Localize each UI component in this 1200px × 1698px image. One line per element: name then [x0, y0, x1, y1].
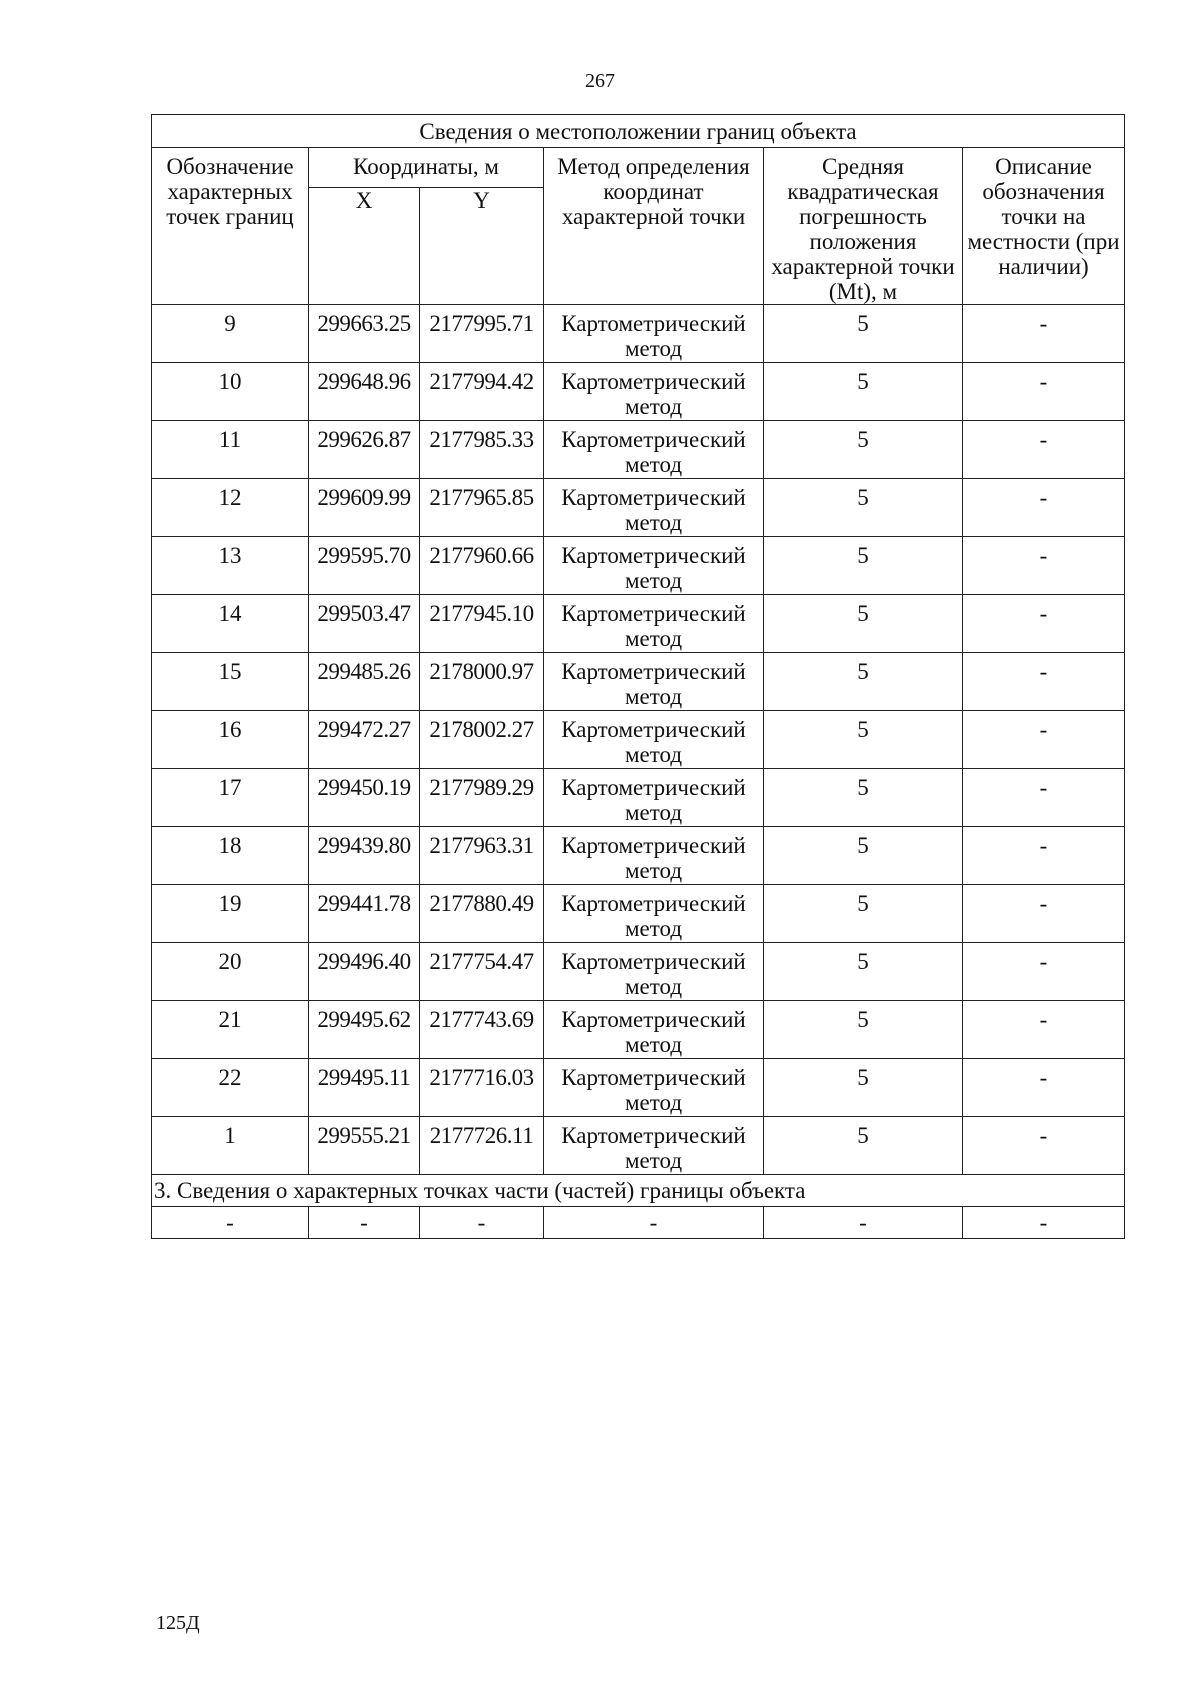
cell-method-line1: Картометрический — [561, 775, 746, 800]
cell-method-line2: метод — [624, 684, 683, 709]
table-row — [152, 827, 1125, 885]
cell-y: 2178002.27 — [420, 711, 544, 769]
table-row — [152, 595, 1125, 653]
section3-cell: - — [152, 1207, 309, 1239]
cell-method-line2: метод — [624, 1090, 683, 1115]
cell-y: 2177989.29 — [420, 769, 544, 827]
cell-point: 22 — [152, 1059, 309, 1117]
cell-method-line2: метод — [624, 916, 683, 941]
cell-accuracy: 5 — [764, 711, 963, 769]
header-y: Y — [420, 188, 544, 305]
cell-description: - — [963, 653, 1125, 711]
cell-x: 299450.19 — [309, 769, 420, 827]
table-row — [152, 305, 1125, 363]
cell-y: 2178000.97 — [420, 653, 544, 711]
table-row — [152, 421, 1125, 479]
cell-method — [544, 769, 764, 827]
cell-method — [544, 885, 764, 943]
cell-method-line2: метод — [624, 452, 683, 477]
footer-code: 125Д — [156, 1612, 200, 1634]
cell-method-line1: Картометрический — [561, 1065, 746, 1090]
cell-point: 19 — [152, 885, 309, 943]
cell-description: - — [963, 1059, 1125, 1117]
table-row — [152, 1059, 1125, 1117]
cell-method-line1: Картометрический — [561, 311, 746, 336]
section3-cell: - — [544, 1207, 764, 1239]
cell-method — [544, 1001, 764, 1059]
cell-method — [544, 711, 764, 769]
cell-x: 299648.96 — [309, 363, 420, 421]
cell-method-line2: метод — [624, 394, 683, 419]
cell-description: - — [963, 1117, 1125, 1175]
cell-y: 2177945.10 — [420, 595, 544, 653]
cell-method-line2: метод — [624, 858, 683, 883]
table-body — [152, 305, 1125, 1175]
header-accuracy: Средняя квадратическая погрешность положения характерной точки (Mt), м — [764, 148, 963, 305]
header-method: Метод определения координат характерной точки — [544, 148, 764, 305]
cell-point: 18 — [152, 827, 309, 885]
cell-method-line1: Картометрический — [561, 833, 746, 858]
cell-y: 2177880.49 — [420, 885, 544, 943]
cell-accuracy: 5 — [764, 885, 963, 943]
table-row — [152, 1001, 1125, 1059]
cell-method-line1: Картометрический — [561, 601, 746, 626]
cell-x: 299495.11 — [309, 1059, 420, 1117]
cell-description: - — [963, 305, 1125, 363]
section3-title: 3. Сведения о характерных точках части (частей) границы объекта — [152, 1175, 1125, 1207]
cell-description: - — [963, 595, 1125, 653]
cell-x: 299439.80 — [309, 827, 420, 885]
cell-accuracy: 5 — [764, 595, 963, 653]
cell-method-line1: Картометрический — [561, 369, 746, 394]
header-description: Описание обозначения точки на местности (при наличии) — [963, 148, 1125, 305]
cell-x: 299495.62 — [309, 1001, 420, 1059]
cell-method — [544, 421, 764, 479]
header-coordinates: Координаты, м — [309, 148, 544, 188]
cell-method-line2: метод — [624, 336, 683, 361]
cell-method-line1: Картометрический — [561, 427, 746, 452]
cell-method-line1: Картометрический — [561, 659, 746, 684]
table-row — [152, 711, 1125, 769]
cell-x: 299555.21 — [309, 1117, 420, 1175]
cell-method-line1: Картометрический — [561, 949, 746, 974]
table-row — [152, 537, 1125, 595]
cell-accuracy: 5 — [764, 827, 963, 885]
section3-cell: - — [309, 1207, 420, 1239]
cell-description: - — [963, 885, 1125, 943]
cell-description: - — [963, 421, 1125, 479]
cell-method — [544, 827, 764, 885]
cell-method-line1: Картометрический — [561, 891, 746, 916]
cell-point: 20 — [152, 943, 309, 1001]
cell-method-line2: метод — [624, 800, 683, 825]
table-row — [152, 1117, 1125, 1175]
cell-method-line2: метод — [624, 510, 683, 535]
cell-description: - — [963, 363, 1125, 421]
header-x: X — [309, 188, 420, 305]
cell-accuracy: 5 — [764, 1001, 963, 1059]
table-row — [152, 885, 1125, 943]
cell-accuracy: 5 — [764, 1059, 963, 1117]
cell-y: 2177995.71 — [420, 305, 544, 363]
cell-method-line1: Картометрический — [561, 1007, 746, 1032]
cell-y: 2177963.31 — [420, 827, 544, 885]
cell-y: 2177960.66 — [420, 537, 544, 595]
cell-method — [544, 653, 764, 711]
cell-x: 299496.40 — [309, 943, 420, 1001]
cell-description: - — [963, 827, 1125, 885]
cell-method-line2: метод — [624, 626, 683, 651]
cell-y: 2177743.69 — [420, 1001, 544, 1059]
cell-description: - — [963, 1001, 1125, 1059]
cell-method — [544, 479, 764, 537]
cell-method — [544, 943, 764, 1001]
cell-method — [544, 305, 764, 363]
cell-method-line2: метод — [624, 568, 683, 593]
cell-accuracy: 5 — [764, 363, 963, 421]
cell-y: 2177716.03 — [420, 1059, 544, 1117]
cell-method — [544, 595, 764, 653]
cell-description: - — [963, 769, 1125, 827]
cell-method-line1: Картометрический — [561, 717, 746, 742]
cell-point: 15 — [152, 653, 309, 711]
cell-x: 299595.70 — [309, 537, 420, 595]
table-row — [152, 653, 1125, 711]
cell-accuracy: 5 — [764, 769, 963, 827]
cell-accuracy: 5 — [764, 479, 963, 537]
cell-method — [544, 537, 764, 595]
cell-point: 17 — [152, 769, 309, 827]
cell-point: 11 — [152, 421, 309, 479]
cell-point: 13 — [152, 537, 309, 595]
cell-point: 1 — [152, 1117, 309, 1175]
cell-x: 299485.26 — [309, 653, 420, 711]
cell-method — [544, 1059, 764, 1117]
cell-accuracy: 5 — [764, 421, 963, 479]
cell-x: 299663.25 — [309, 305, 420, 363]
section3-cell: - — [420, 1207, 544, 1239]
table-row — [152, 769, 1125, 827]
cell-point: 12 — [152, 479, 309, 537]
cell-y: 2177985.33 — [420, 421, 544, 479]
cell-accuracy: 5 — [764, 653, 963, 711]
section3-cell: - — [764, 1207, 963, 1239]
cell-method-line1: Картометрический — [561, 1123, 746, 1148]
cell-x: 299609.99 — [309, 479, 420, 537]
cell-y: 2177754.47 — [420, 943, 544, 1001]
cell-method-line2: метод — [624, 742, 683, 767]
cell-x: 299503.47 — [309, 595, 420, 653]
table-row — [152, 479, 1125, 537]
cell-accuracy: 5 — [764, 305, 963, 363]
section3-row — [152, 1207, 1125, 1239]
cell-y: 2177965.85 — [420, 479, 544, 537]
cell-accuracy: 5 — [764, 943, 963, 1001]
cell-method-line1: Картометрический — [561, 485, 746, 510]
cell-point: 10 — [152, 363, 309, 421]
table-row — [152, 943, 1125, 1001]
cell-description: - — [963, 479, 1125, 537]
header-point: Обозначение характерных точек границ — [152, 148, 309, 305]
cell-y: 2177994.42 — [420, 363, 544, 421]
cell-x: 299626.87 — [309, 421, 420, 479]
cell-method — [544, 1117, 764, 1175]
section3-cell: - — [963, 1207, 1125, 1239]
page-number: 267 — [585, 70, 615, 92]
cell-method-line2: метод — [624, 1148, 683, 1173]
cell-method-line1: Картометрический — [561, 543, 746, 568]
cell-description: - — [963, 537, 1125, 595]
table-title: Сведения о местоположении границ объекта — [152, 115, 1125, 148]
cell-point: 21 — [152, 1001, 309, 1059]
cell-description: - — [963, 711, 1125, 769]
cell-method — [544, 363, 764, 421]
cell-x: 299441.78 — [309, 885, 420, 943]
table-row — [152, 363, 1125, 421]
cell-accuracy: 5 — [764, 1117, 963, 1175]
cell-method-line2: метод — [624, 1032, 683, 1057]
cell-point: 16 — [152, 711, 309, 769]
boundary-coordinates-table — [151, 114, 1125, 1239]
cell-point: 9 — [152, 305, 309, 363]
cell-method-line2: метод — [624, 974, 683, 999]
cell-accuracy: 5 — [764, 537, 963, 595]
cell-y: 2177726.11 — [420, 1117, 544, 1175]
cell-description: - — [963, 943, 1125, 1001]
cell-x: 299472.27 — [309, 711, 420, 769]
cell-point: 14 — [152, 595, 309, 653]
